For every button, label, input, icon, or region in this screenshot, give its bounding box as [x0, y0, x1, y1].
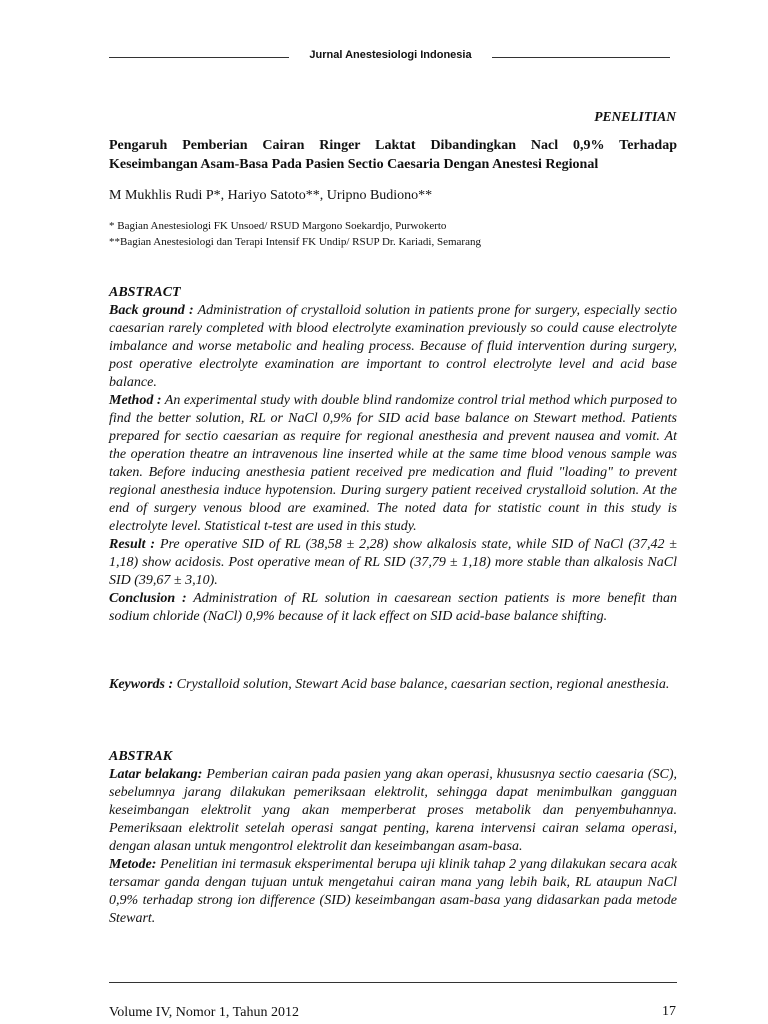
conclusion-label: Conclusion : — [109, 591, 187, 606]
authors: M Mukhlis Rudi P*, Hariyo Satoto**, Uripno Budiono** — [109, 188, 433, 203]
abstrak-metode — [109, 856, 677, 928]
abstract-result — [109, 536, 677, 590]
latar-label: Latar belakang: — [109, 767, 203, 782]
latar-text: Pemberian cairan pada pasien yang akan operasi, khususnya sectio caesaria (SC), sebelumnya jarang dilakukan pemeriksaan elektrolit, sehingga dapat menimbulkan gangguan keseimbangan elektrolit yang akan memperberat proses metabolik dan penyembuhannya. Pemeriksaan elektrolit setelah operasi sangat penting, karena intervensi cairan selama operasi, dengan alasan untuk mengontrol elektrolit dan keseimbangan asam-basa. — [109, 767, 677, 854]
abstract-conclusion — [109, 590, 677, 626]
keywords-text: Crystalloid solution, Stewart Acid base balance, caesarian section, regional anesthesia. — [173, 677, 670, 692]
abstract-background — [109, 302, 677, 392]
metode-text: Penelitian ini termasuk eksperimental berupa uji klinik tahap 2 yang dilakukan secara acak tersamar ganda dengan tujuan untuk mengetahui cairan mana yang lebih baik, RL ataupun NaCl 0,9% terhadap strong ion difference (SID) keseimbangan asam-basa yang didasarkan pada metode Stewart. — [109, 857, 677, 926]
keywords-label: Keywords : — [109, 677, 174, 692]
abstrak-latar — [109, 766, 677, 856]
abstract-heading: ABSTRACT — [109, 285, 181, 300]
background-text: Administration of crystalloid solution in patients prone for surgery, especially sectio caesarian rarely completed with blood electrolyte examination previously so could cause electrolyte imbalance and worse metabolic and healing process. Because of fluid intervention during surgery, post operative electrolyte examination are important to control electrolyte level and acid base balance. — [109, 303, 678, 390]
section-label: PENELITIAN — [594, 109, 676, 124]
method-text: An experimental study with double blind randomize control trial method which purposed to find the better solution, RL or NaCl 0,9% for SID acid base balance on Stewart method. Patients prepared for sectio caesarian as require for regional anesthesia and prevent nausea and vomit. At the operation theatre an intravenous line inserted while at the same time blood venous sample was taken. Before inducing anesthesia patient received pre medication and fluid "loading" to prevent regional anesthesia induce hypotension. During surgery patient received crystalloid solution. At the end of surgery venous blood are examined. The noted data for statistic count in this study is electrolyte level. Statistical t-test are used in this study. — [109, 393, 678, 534]
metode-label: Metode: — [109, 857, 157, 872]
result-label: Result : — [109, 537, 156, 552]
result-text: Pre operative SID of RL (38,58 ± 2,28) show alkalosis state, while SID of NaCl (37,42 ± 1,18) show acidosis. Post operative mean of RL SID (37,79 ± 1,18) more stable than alkalosis NaCl SID (39,67 ± 3,10). — [109, 537, 677, 588]
header-rule-right — [492, 57, 670, 58]
abstrak-section — [109, 748, 677, 928]
page-number: 17 — [662, 1004, 676, 1019]
article-title: Pengaruh Pemberian Cairan Ringer Laktat Dibandingkan Nacl 0,9% Terhadap Keseimbangan Asam-Basa Pada Pasien Sectio Caesaria Dengan Anestesi Regional — [109, 138, 677, 172]
footer-rule — [109, 982, 677, 983]
abstract-method — [109, 392, 677, 536]
footer-volume: Volume IV, Nomor 1, Tahun 2012 — [109, 1005, 299, 1020]
header-rule-left — [109, 57, 289, 58]
affiliation-1: * Bagian Anestesiologi FK Unsoed/ RSUD Margono Soekardjo, Purwokerto — [109, 220, 447, 232]
abstract-section — [109, 284, 677, 626]
journal-name: Jurnal Anestesiologi Indonesia — [309, 49, 472, 61]
method-label: Method : — [109, 393, 162, 408]
abstrak-heading: ABSTRAK — [109, 749, 173, 764]
conclusion-text: Administration of RL solution in caesarean section patients is more benefit than sodium chloride (NaCl) 0,9% because of it lack effect on SID acid-base balance shifting. — [109, 591, 677, 624]
background-label: Back ground : — [109, 303, 194, 318]
keywords-section — [109, 676, 677, 694]
affiliation-2: **Bagian Anestesiologi dan Terapi Intensif FK Undip/ RSUP Dr. Kariadi, Semarang — [109, 236, 481, 248]
